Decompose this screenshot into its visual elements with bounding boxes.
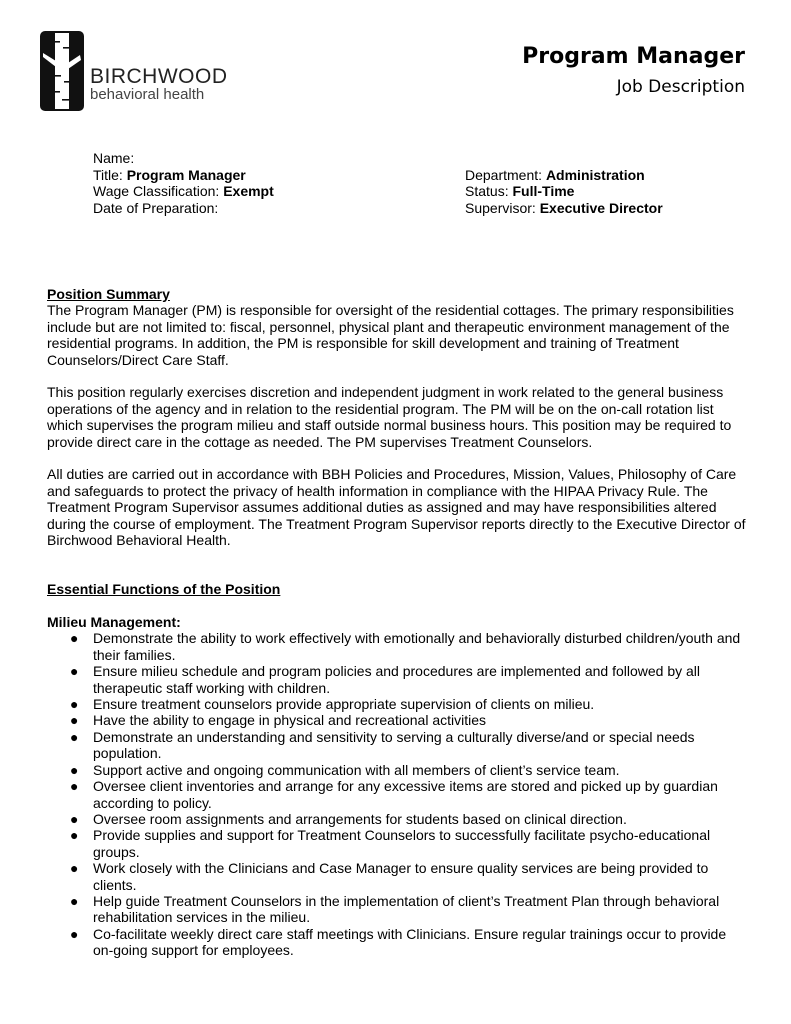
list-item: ● Have the ability to engage in physical and recreational activities [70,712,487,729]
status-value: Full-Time [512,183,575,200]
list-item: ● Help guide Treatment Counselors in the implementation of client’s Treatment Plan through behavioral rehabilitation services in the milieu. [70,892,720,926]
company-logo [40,31,228,111]
bullet-icon: ● [70,761,79,778]
bullet-icon: ● [70,860,79,877]
date-of-preparation-field [93,200,218,217]
wage-value: Exempt [223,183,274,200]
bullet-icon: ● [70,810,79,827]
bullet-icon: ● [70,663,79,680]
essential-functions-heading: Essential Functions of the Position [47,581,281,598]
bullet-icon: ● [70,827,79,844]
bullet-icon: ● [70,778,79,795]
list-item: ● Support active and ongoing communication with all members of client’s service team. [70,761,620,778]
summary-paragraph: All duties are carried out in accordance with BBH Policies and Procedures, Mission, Values, Philosophy of Care and safeguards to protect the privacy of health information in compliance with the HIPAA Privacy Rule. The Treatment Program Supervisor assumes additional duties as assigned and may have responsibilities altered during the course of employment. The Treatment Program Supervisor reports directly to the Executive Director of Birchwood Behavioral Health. [47,466,746,549]
summary-paragraph: The Program Manager (PM) is responsible for oversight of the residential cottages. The primary responsibilities include but are not limited to: fiscal, personnel, physical plant and therapeutic environment management of the residential programs. In addition, the PM is responsible for skill development and training of Treatment Counselors/Direct Care Staff. [47,302,734,368]
birch-tree-icon [40,31,84,111]
bullet-icon: ● [70,630,79,647]
title-value: Program Manager [126,166,246,183]
logo-brand-name: BIRCHWOOD [90,65,228,88]
bullet-icon: ● [70,892,79,909]
wage-classification-field [93,183,274,200]
summary-paragraph: This position regularly exercises discretion and independent judgment in work related to the general business operations of the agency and in relation to the residential program. The PM will be on the on-call rotation list which supervises the program milieu and staff outside normal business hours. This position may be required to provide direct care in the cottage as needed. The PM supervises Treatment Counselors. [47,384,732,450]
wage-label: Wage Classification: [93,183,224,200]
department-label: Department: [465,166,546,183]
position-summary-heading: Position Summary [47,286,170,302]
list-item: ● Ensure milieu schedule and program policies and procedures are implemented and followed by all therapeutic staff working with children. [70,663,701,696]
list-item: ● Provide supplies and support for Treatment Counselors to successfully facilitate psycho-educational groups. [70,827,711,860]
bullet-icon: ● [70,925,79,942]
list-item: ● Oversee client inventories and arrange for any excessive items are stored and picked up by guardian according to policy. [70,778,718,811]
document-body [47,286,747,959]
title-label: Title: [93,166,127,183]
list-item: ● Demonstrate an understanding and sensitivity to serving a culturally diverse/and or special needs population. [70,728,695,762]
bullet-icon: ● [70,696,79,713]
logo-brand-tagline: behavioral health [90,86,205,103]
document-subtitle: Job Description [616,77,745,97]
title-field [93,167,246,184]
list-item: ● Demonstrate the ability to work effectively with emotionally and behaviorally disturbed children/youth and their families. [70,630,741,663]
list-item: ● Oversee room assignments and arrangements for students based on clinical direction. [70,810,627,827]
document-title-block [522,43,745,99]
supervisor-value: Executive Director [539,199,663,216]
name-label: Name: [93,150,135,166]
supervisor-label: Supervisor: [465,199,540,216]
spacer [47,598,747,614]
status-field [465,183,574,200]
list-item: ● Ensure treatment counselors provide appropriate supervision of clients on milieu. [70,696,595,713]
spacer [47,565,747,581]
document-title: Program Manager [522,44,745,69]
date-label: Date of Preparation: [93,199,219,216]
bullet-icon: ● [70,712,79,729]
bullet-icon: ● [70,728,79,745]
name-field [93,150,134,167]
department-field [465,167,645,184]
supervisor-field [465,200,663,217]
list-item: ● Co-facilitate weekly direct care staff meetings with Clinicians. Ensure regular trainings occur to provide on-going support for employees. [70,925,727,959]
list-item: ● Work closely with the Clinicians and Case Manager to ensure quality services are being provided to clients. [70,860,709,893]
milieu-management-list [47,630,747,958]
status-label: Status: [465,183,513,200]
department-value: Administration [545,166,645,183]
milieu-management-subheading: Milieu Management: [47,614,181,631]
